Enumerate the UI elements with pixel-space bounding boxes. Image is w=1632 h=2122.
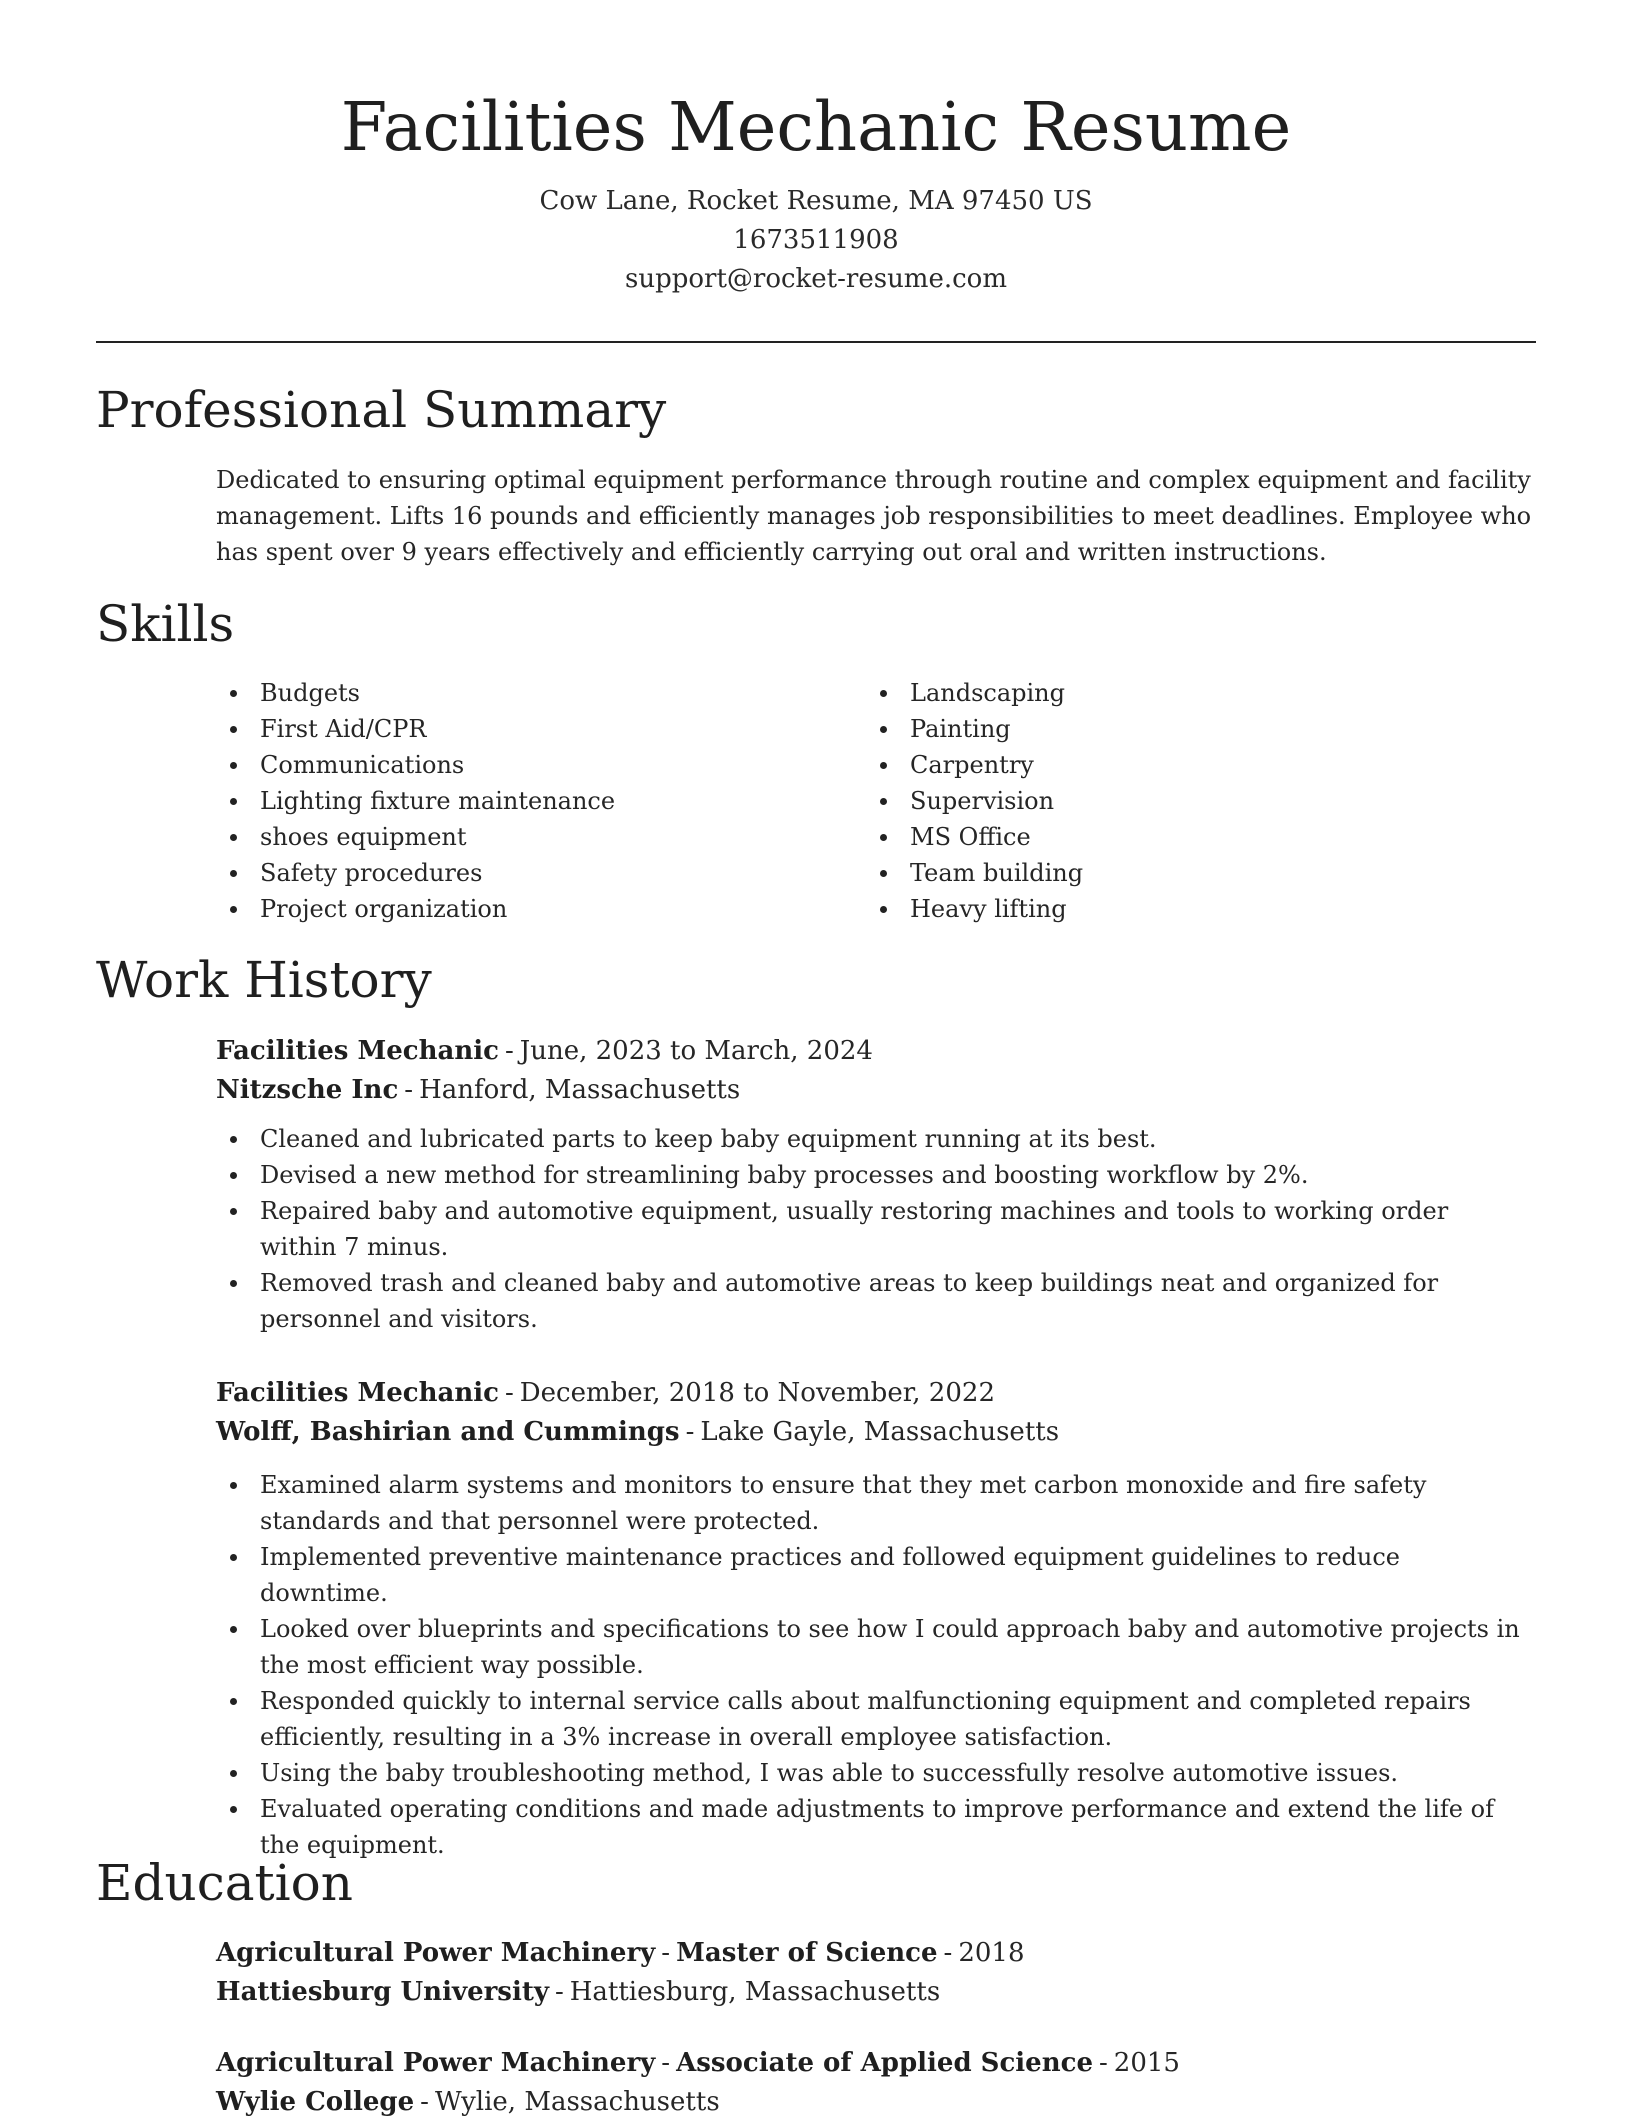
separator: - [1098, 2048, 1108, 2078]
education-year: 2015 [1113, 2048, 1180, 2078]
header-divider [96, 341, 1536, 343]
skill-item: Project organization [216, 891, 856, 927]
section-title-summary: Professional Summary [96, 381, 667, 439]
separator: - [554, 1977, 564, 2007]
education-entry [216, 2044, 1536, 2122]
job-org-line [216, 1413, 1536, 1452]
skill-item: Carpentry [866, 747, 1506, 783]
education-degree: Associate of Applied Science [676, 2048, 1093, 2078]
skill-item: Communications [216, 747, 856, 783]
bullet-list [216, 1121, 1528, 1337]
job-title: Facilities Mechanic [216, 1036, 499, 1066]
job-dates: June, 2023 to March, 2024 [519, 1036, 873, 1066]
bullet-item: Responded quickly to internal service calls about malfunctioning equipment and completed repairs efficiently, resulting in a 3% increase in overall employee satisfaction. [216, 1683, 1528, 1755]
skills-list-right [866, 675, 1506, 927]
job-org-line [216, 1071, 1536, 1110]
job-dates: December, 2018 to November, 2022 [519, 1378, 995, 1408]
job-location: Lake Gayle, Massachusetts [700, 1417, 1060, 1447]
bullet-item: Looked over blueprints and specifications to see how I could approach baby and automotive projects in the most efficient way possible. [216, 1611, 1528, 1683]
separator: - [685, 1417, 695, 1447]
education-field: Agricultural Power Machinery [216, 1938, 656, 1968]
section-title-education: Education [96, 1854, 353, 1912]
separator: - [420, 2087, 429, 2117]
education-school: Wylie College [216, 2087, 415, 2117]
contact-address: Cow Lane, Rocket Resume, MA 97450 US [539, 186, 1093, 216]
education-degree-line [216, 1934, 1536, 1973]
skill-item: Heavy lifting [866, 891, 1506, 927]
job-bullets [216, 1467, 1528, 1863]
separator: - [404, 1075, 414, 1105]
education-school-line [216, 1973, 1536, 2012]
education-location: Wylie, Massachusetts [434, 2087, 720, 2117]
skills-list-left [216, 675, 856, 927]
contact-block [96, 182, 1536, 299]
education-degree: Master of Science [676, 1938, 938, 1968]
job-bullets [216, 1121, 1528, 1337]
separator: - [661, 1938, 671, 1968]
section-title-work-history: Work History [96, 951, 432, 1009]
job-title: Facilities Mechanic [216, 1378, 499, 1408]
contact-email: support@rocket-resume.com [624, 264, 1007, 294]
skill-item: MS Office [866, 819, 1506, 855]
skill-item: Safety procedures [216, 855, 856, 891]
education-year: 2018 [958, 1938, 1025, 1968]
separator: - [504, 1378, 514, 1408]
skill-item: Landscaping [866, 675, 1506, 711]
education-location: Hattiesburg, Massachusetts [569, 1977, 941, 2007]
separator: - [504, 1036, 514, 1066]
section-title-skills: Skills [96, 595, 235, 653]
skill-item: shoes equipment [216, 819, 856, 855]
skill-item: Painting [866, 711, 1506, 747]
job-title-line [216, 1032, 1536, 1071]
job-company: Wolff, Bashirian and Cummings [216, 1417, 680, 1447]
separator: - [943, 1938, 953, 1968]
bullet-item: Using the baby troubleshooting method, I was able to successfully resolve automotive issues. [216, 1755, 1528, 1791]
bullet-item: Cleaned and lubricated parts to keep baby equipment running at its best. [216, 1121, 1528, 1157]
work-entry [216, 1374, 1536, 1452]
resume-title: Facilities Mechanic Resume [340, 88, 1292, 166]
separator: - [661, 2048, 671, 2078]
job-title-line [216, 1374, 1536, 1413]
education-school: Hattiesburg University [216, 1977, 549, 2007]
bullet-item: Repaired baby and automotive equipment, usually restoring machines and tools to working order within 7 minus. [216, 1193, 1528, 1265]
skills-column-left [216, 675, 856, 927]
job-location: Hanford, Massachusetts [419, 1075, 741, 1105]
education-entry [216, 1934, 1536, 2012]
bullet-item: Implemented preventive maintenance practices and followed equipment guidelines to reduce downtime. [216, 1539, 1528, 1611]
bullet-item: Devised a new method for streamlining baby processes and boosting workflow by 2%. [216, 1157, 1528, 1193]
skill-item: First Aid/CPR [216, 711, 856, 747]
bullet-item: Examined alarm systems and monitors to ensure that they met carbon monoxide and fire safety standards and that personnel were protected. [216, 1467, 1528, 1539]
skill-item: Supervision [866, 783, 1506, 819]
contact-phone: 1673511908 [733, 225, 899, 255]
bullet-item: Removed trash and cleaned baby and automotive areas to keep buildings neat and organized for personnel and visitors. [216, 1265, 1528, 1337]
summary-text: Dedicated to ensuring optimal equipment performance through routine and complex equipment and facility management. Lifts 16 pounds and efficiently manages job responsibilities to meet deadlines. Employee who has spent over 9 years effectively and efficiently carrying out oral and written instructions. [216, 466, 1532, 566]
job-company: Nitzsche Inc [216, 1075, 399, 1105]
skill-item: Team building [866, 855, 1506, 891]
resume-header [96, 82, 1536, 299]
skill-item: Lighting fixture maintenance [216, 783, 856, 819]
work-entry [216, 1032, 1536, 1110]
bullet-item: Evaluated operating conditions and made adjustments to improve performance and extend the life of the equipment. [216, 1791, 1528, 1863]
skill-item: Budgets [216, 675, 856, 711]
skills-column-right [866, 675, 1506, 927]
education-school-line [216, 2083, 1536, 2122]
education-field: Agricultural Power Machinery [216, 2048, 656, 2078]
bullet-list [216, 1467, 1528, 1863]
education-degree-line [216, 2044, 1536, 2083]
